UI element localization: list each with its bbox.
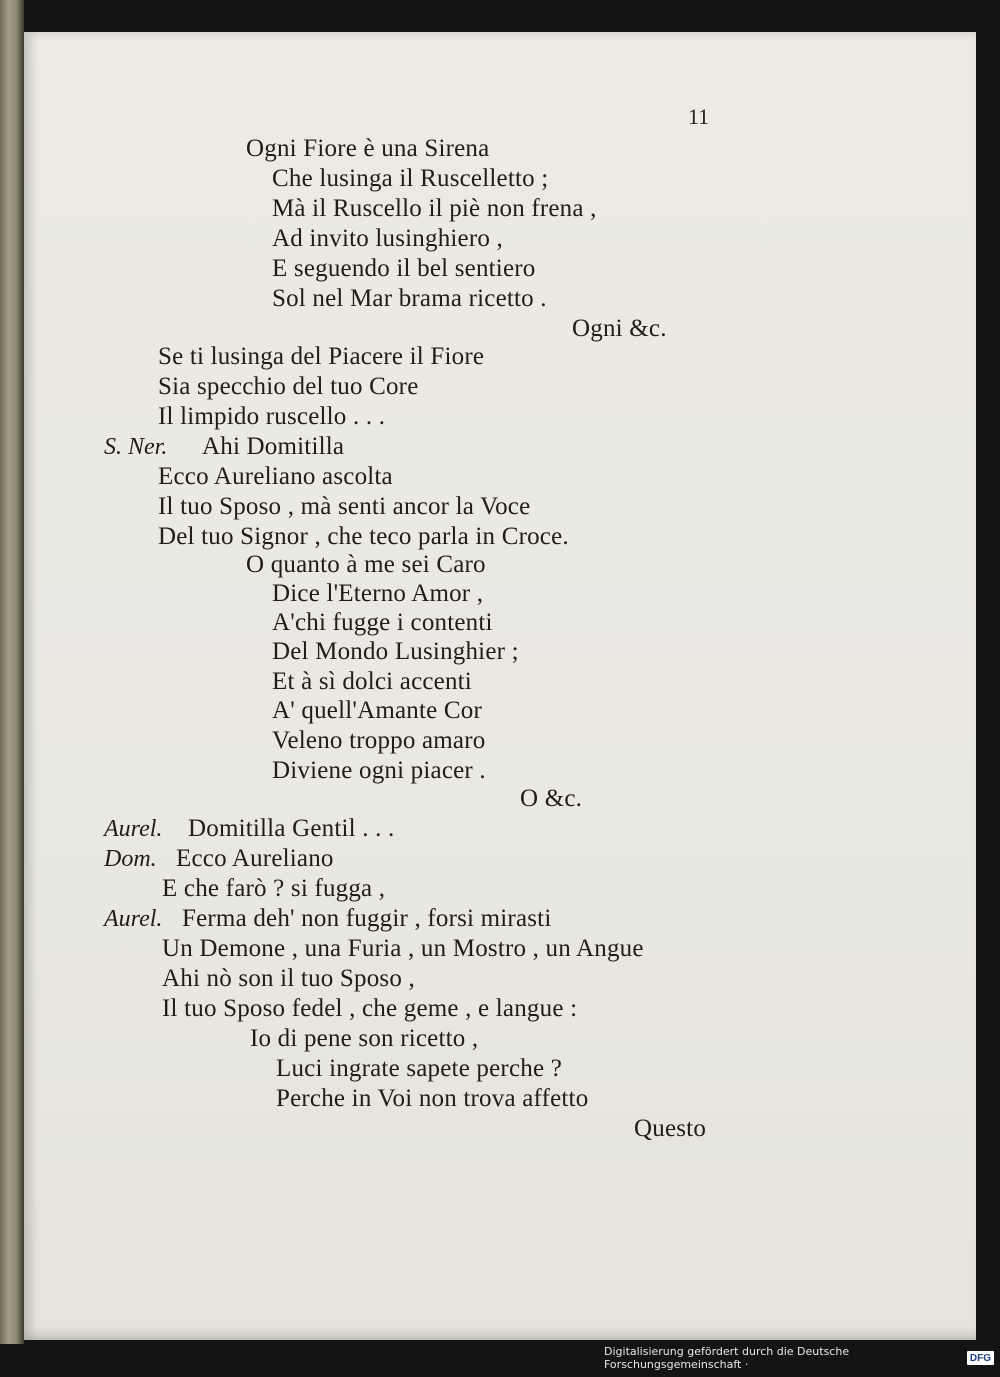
verse-line: Et à sì dolci accenti [272,668,472,695]
verse-line: Veleno troppo amaro [272,727,486,754]
verse-line: Se ti lusinga del Piacere il Fiore [158,343,485,370]
verse-line: Il tuo Sposo , mà senti ancor la Voce [158,493,531,520]
verse-line: Che lusinga il Ruscelletto ; [272,165,549,192]
refrain-marker: Ogni &c. [572,315,667,342]
speaker-name: Aurel. [104,816,163,842]
verse-line: Domitilla Gentil . . . [188,815,395,842]
verse-line: Mà il Ruscello il piè non frena , [272,195,597,222]
verse-line: Un Demone , una Furia , un Mostro , un Angue [162,935,644,962]
verse-line: Il limpido ruscello . . . [158,403,386,430]
verse-line: Perche in Voi non trova affetto [276,1085,589,1112]
verse-line: O quanto à me sei Caro [246,551,486,578]
verse-line: Il tuo Sposo fedel , che geme , e langue : [162,995,578,1022]
verse-line: Sia specchio del tuo Core [158,373,419,400]
speaker-name: Dom. [104,846,157,872]
verse-line: Luci ingrate sapete perche ? [276,1055,562,1082]
speaker-name: S. Ner. [104,434,168,460]
verse-line: Io di pene son ricetto , [250,1025,479,1052]
verse-line: Dice l'Eterno Amor , [272,580,484,607]
verse-line: Diviene ogni piacer . [272,757,486,784]
catchword: Questo [634,1115,707,1142]
verse-line: A' quell'Amante Cor [272,697,482,724]
page-number: 11 [688,104,710,129]
verse-line: Ahi Domitilla [202,433,345,460]
book-page [24,32,976,1340]
verse-line: Ad invito lusinghiero , [272,225,503,252]
verse-line: Ogni Fiore è una Sirena [246,135,490,162]
book-binding-edge [0,0,24,1344]
verse-line: Ecco Aureliano [176,845,334,872]
footer [604,1344,994,1372]
speaker-name: Aurel. [104,906,163,932]
verse-line: A'chi fugge i contenti [272,609,493,636]
verse-line: E seguendo il bel sentiero [272,255,536,282]
footer-credit: Digitalisierung gefördert durch die Deutsche Forschungsgemeinschaft · [604,1345,850,1371]
verse-line: Sol nel Mar brama ricetto . [272,285,547,312]
verse-line: Ahi nò son il tuo Sposo , [162,965,415,992]
verse-line: Del Mondo Lusinghier ; [272,638,519,665]
verse-line: Ferma deh' non fuggir , forsi mirasti [182,905,552,932]
verse-line: E che farò ? si fugga , [162,875,386,902]
refrain-marker: O &c. [520,785,583,812]
verse-line: Del tuo Signor , che teco parla in Croce. [158,523,569,550]
verse-line: Ecco Aureliano ascolta [158,463,393,490]
dfg-logo: DFG [967,1351,994,1365]
